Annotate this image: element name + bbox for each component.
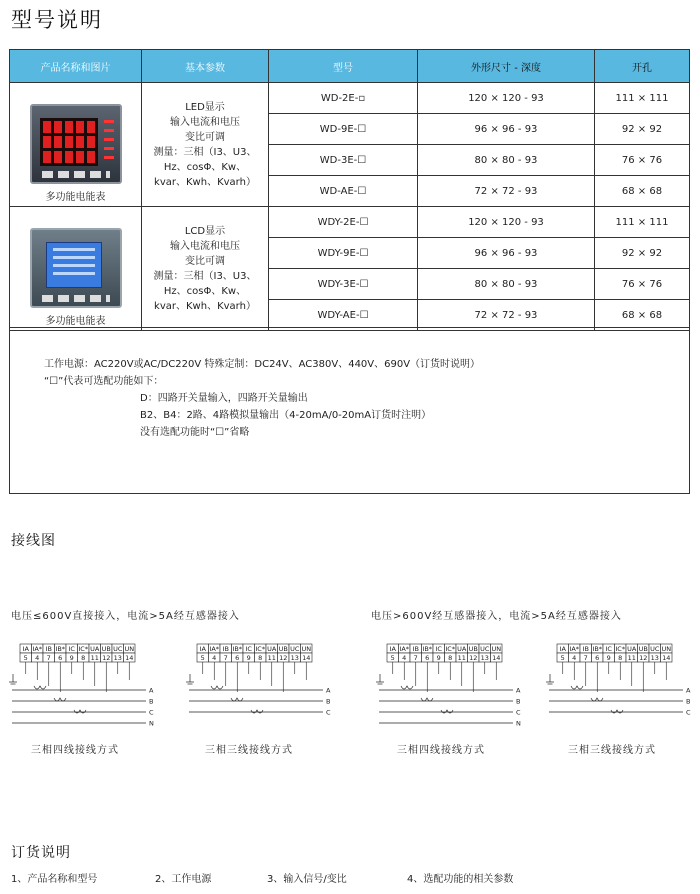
ct-coil-icon <box>34 686 46 689</box>
wiring-diagram-2 <box>185 642 335 732</box>
terminal-number: 6 <box>425 654 430 662</box>
terminal-name: UN <box>661 645 672 653</box>
size-cell: 72 × 72 - 93 <box>418 176 595 207</box>
terminal-name: UB <box>101 645 111 653</box>
params-cell-led <box>142 83 269 207</box>
led-meter-image <box>30 104 122 184</box>
size-cell: 80 × 80 - 93 <box>418 269 595 300</box>
phase-label: C <box>326 708 331 717</box>
terminal-number: 9 <box>436 654 441 662</box>
terminal-number: 8 <box>81 654 86 662</box>
terminal-name: UB <box>278 645 288 653</box>
terminal-number: 4 <box>35 654 40 662</box>
ct-coil-icon <box>571 686 583 689</box>
col-header-hole: 开孔 <box>595 50 690 83</box>
phase-label: A <box>326 686 331 695</box>
terminal-name: IC* <box>255 645 266 653</box>
terminal-name: UN <box>124 645 135 653</box>
phase-label: C <box>149 708 154 717</box>
notes-box <box>9 327 690 494</box>
terminal-name: UC <box>290 645 300 653</box>
terminal-number: 8 <box>258 654 263 662</box>
phase-label: N <box>149 719 154 728</box>
model-table <box>9 49 690 331</box>
terminal-number: 7 <box>46 654 51 662</box>
terminal-number: 14 <box>125 654 134 662</box>
ct-coil-icon <box>211 686 223 689</box>
phase-label: A <box>516 686 521 695</box>
phase-label: C <box>516 708 521 717</box>
terminal-name: IB <box>45 645 52 653</box>
terminal-number: 5 <box>23 654 28 662</box>
terminal-name: UA <box>457 645 467 653</box>
param-line: 变比可调 <box>185 255 225 267</box>
hole-cell: 92 × 92 <box>595 114 690 145</box>
terminal-number: 9 <box>606 654 611 662</box>
terminal-number: 13 <box>290 654 299 662</box>
param-line: 测量：三相（I3、U3、 <box>153 270 257 282</box>
param-line: 变比可调 <box>185 131 225 143</box>
terminal-name: UA <box>267 645 277 653</box>
col-header-size: 外形尺寸 - 深度 <box>418 50 595 83</box>
ct-coil-icon <box>231 698 243 701</box>
ct-coil-icon <box>421 698 433 701</box>
note-none: 没有选配功能时“☐”省略 <box>140 427 250 438</box>
terminal-number: 12 <box>469 654 478 662</box>
terminal-number: 6 <box>235 654 240 662</box>
terminal-name: UA <box>627 645 637 653</box>
lcd-meter-image <box>30 228 122 308</box>
params-cell-lcd <box>142 207 269 331</box>
terminal-name: IB <box>412 645 419 653</box>
terminal-name: IA* <box>399 645 410 653</box>
terminal-name: IA* <box>32 645 43 653</box>
terminal-number: 5 <box>560 654 565 662</box>
note-d: D：四路开关量输入，四路开关量输出 <box>140 393 308 404</box>
product-cell-led <box>10 83 142 207</box>
hole-cell: 111 × 111 <box>595 83 690 114</box>
phase-label: B <box>516 697 521 706</box>
model-cell: WDY-2E-☐ <box>269 207 418 238</box>
phase-label: A <box>686 686 691 695</box>
terminal-number: 8 <box>618 654 623 662</box>
col-header-params: 基本参数 <box>142 50 269 83</box>
phase-label: B <box>686 697 691 706</box>
terminal-number: 11 <box>457 654 466 662</box>
terminal-number: 13 <box>113 654 122 662</box>
param-line: kvar、Kwh、Kvarh） <box>154 300 256 312</box>
ct-coil-icon <box>251 710 263 713</box>
terminal-name: IC <box>435 645 442 653</box>
terminal-number: 7 <box>583 654 588 662</box>
hole-cell: 76 × 76 <box>595 145 690 176</box>
terminal-name: IA <box>22 645 29 653</box>
ct-coil-icon <box>401 686 413 689</box>
order-item: 4、选配功能的相关参数 <box>407 874 514 885</box>
product-caption: 多功能电能表 <box>45 316 106 327</box>
model-cell: WDY-9E-☐ <box>269 238 418 269</box>
ct-coil-icon <box>611 710 623 713</box>
order-item: 1、产品名称和型号 <box>11 874 98 885</box>
wiring-diagram-3 <box>375 642 525 732</box>
table-header-row <box>10 50 690 83</box>
hole-cell: 111 × 111 <box>595 207 690 238</box>
terminal-number: 9 <box>246 654 251 662</box>
terminal-name: UC <box>480 645 490 653</box>
terminal-number: 6 <box>595 654 600 662</box>
terminal-name: IC <box>605 645 612 653</box>
terminal-name: IB* <box>55 645 66 653</box>
note-power: 工作电源：AC220V或AC/DC220V 特殊定制：DC24V、AC380V、440V、690V（订货时说明） <box>44 359 481 370</box>
terminal-name: IA <box>199 645 206 653</box>
param-line: 输入电流和电压 <box>170 240 240 252</box>
terminal-name: IC <box>245 645 252 653</box>
order-item: 2、工作电源 <box>155 874 212 885</box>
terminal-name: UB <box>468 645 478 653</box>
hole-cell: 68 × 68 <box>595 176 690 207</box>
phase-label: B <box>326 697 331 706</box>
model-cell: WDY-AE-☐ <box>269 300 418 331</box>
terminal-name: IA <box>389 645 396 653</box>
table-row <box>10 207 690 238</box>
hole-cell: 68 × 68 <box>595 300 690 331</box>
terminal-number: 14 <box>492 654 501 662</box>
terminal-number: 13 <box>480 654 489 662</box>
product-cell-lcd <box>10 207 142 331</box>
param-line: Hz、cosΦ、Kw、 <box>163 285 247 297</box>
terminal-name: IA* <box>569 645 580 653</box>
terminal-number: 4 <box>572 654 577 662</box>
param-line: Hz、cosΦ、Kw、 <box>163 161 247 173</box>
terminal-number: 14 <box>302 654 311 662</box>
terminal-number: 7 <box>223 654 228 662</box>
wiring-diagram-4 <box>545 642 695 732</box>
size-cell: 96 × 96 - 93 <box>418 114 595 145</box>
terminal-number: 11 <box>627 654 636 662</box>
order-title: 订货说明 <box>11 845 71 861</box>
wiring-caption-right: 电压>600V经互感器接入，电流>5A经互感器接入 <box>371 611 622 622</box>
hole-cell: 92 × 92 <box>595 238 690 269</box>
terminal-name: IC* <box>78 645 89 653</box>
size-cell: 120 × 120 - 93 <box>418 83 595 114</box>
terminal-name: IB* <box>422 645 433 653</box>
terminal-name: UN <box>301 645 312 653</box>
diagram-caption: 三相四线接线方式 <box>397 745 485 756</box>
terminal-number: 4 <box>212 654 217 662</box>
model-cell: WD-2E-▫ <box>269 83 418 114</box>
terminal-number: 4 <box>402 654 407 662</box>
param-line: 输入电流和电压 <box>170 116 240 128</box>
param-line: 测量：三相（I3、U3、 <box>153 146 257 158</box>
terminal-name: UC <box>650 645 660 653</box>
terminal-name: IA* <box>209 645 220 653</box>
model-cell: WD-3E-☐ <box>269 145 418 176</box>
wiring-title: 接线图 <box>11 533 56 549</box>
terminal-name: IC* <box>615 645 626 653</box>
note-optional: “☐”代表可选配功能如下： <box>44 376 164 387</box>
terminal-name: IB <box>222 645 229 653</box>
terminal-number: 7 <box>413 654 418 662</box>
param-line: kvar、Kwh、Kvarh） <box>154 176 256 188</box>
ct-coil-icon <box>54 698 66 701</box>
param-line: LCD显示 <box>184 225 226 237</box>
terminal-number: 11 <box>90 654 99 662</box>
wiring-caption-left: 电压≤600V直接接入，电流>5A经互感器接入 <box>11 611 240 622</box>
diagram-caption: 三相四线接线方式 <box>31 745 119 756</box>
terminal-number: 12 <box>639 654 648 662</box>
terminal-number: 12 <box>279 654 288 662</box>
terminal-name: UA <box>90 645 100 653</box>
terminal-number: 11 <box>267 654 276 662</box>
table-row <box>10 83 690 114</box>
terminal-name: UN <box>491 645 502 653</box>
col-header-model: 型号 <box>269 50 418 83</box>
param-line: LED显示 <box>185 101 225 113</box>
model-cell: WD-AE-☐ <box>269 176 418 207</box>
size-cell: 72 × 72 - 93 <box>418 300 595 331</box>
order-item: 3、输入信号/变比 <box>267 874 347 885</box>
terminal-number: 8 <box>448 654 453 662</box>
wiring-diagram-1 <box>8 642 158 732</box>
diagram-caption: 三相三线接线方式 <box>205 745 293 756</box>
model-cell: WDY-3E-☐ <box>269 269 418 300</box>
size-cell: 120 × 120 - 93 <box>418 207 595 238</box>
terminal-name: IB* <box>592 645 603 653</box>
terminal-name: IB <box>582 645 589 653</box>
terminal-name: IB* <box>232 645 243 653</box>
terminal-name: IC <box>68 645 75 653</box>
hole-cell: 76 × 76 <box>595 269 690 300</box>
terminal-name: IA <box>559 645 566 653</box>
terminal-number: 12 <box>102 654 111 662</box>
size-cell: 96 × 96 - 93 <box>418 238 595 269</box>
terminal-number: 6 <box>58 654 63 662</box>
terminal-number: 5 <box>200 654 205 662</box>
terminal-number: 14 <box>662 654 671 662</box>
terminal-number: 9 <box>69 654 74 662</box>
size-cell: 80 × 80 - 93 <box>418 145 595 176</box>
col-header-product: 产品名称和图片 <box>10 50 142 83</box>
model-cell: WD-9E-☐ <box>269 114 418 145</box>
ct-coil-icon <box>441 710 453 713</box>
diagram-caption: 三相三线接线方式 <box>568 745 656 756</box>
terminal-name: UC <box>113 645 123 653</box>
terminal-number: 5 <box>390 654 395 662</box>
terminal-number: 13 <box>650 654 659 662</box>
ct-coil-icon <box>74 710 86 713</box>
page-title: 型号说明 <box>11 8 103 32</box>
terminal-name: IC* <box>445 645 456 653</box>
phase-label: A <box>149 686 154 695</box>
product-caption: 多功能电能表 <box>45 192 106 203</box>
phase-label: B <box>149 697 154 706</box>
phase-label: N <box>516 719 521 728</box>
ct-coil-icon <box>591 698 603 701</box>
phase-label: C <box>686 708 691 717</box>
terminal-name: UB <box>638 645 648 653</box>
note-b: B2、B4：2路、4路模拟量输出（4-20mA/0-20mA订货时注明） <box>140 410 432 421</box>
